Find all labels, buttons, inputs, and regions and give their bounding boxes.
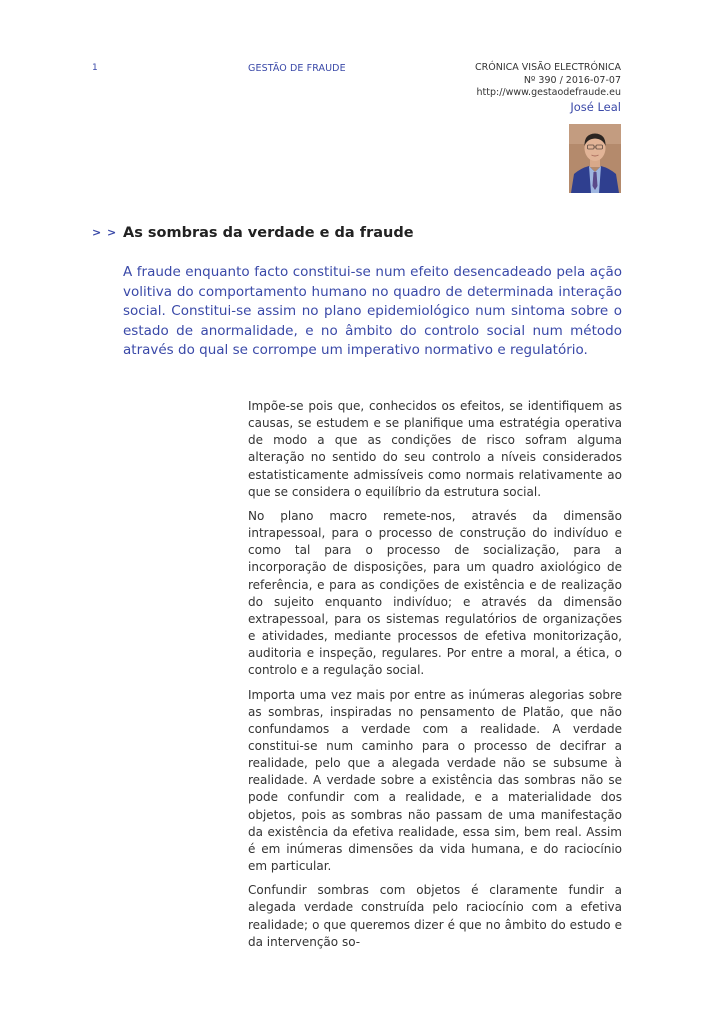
author-photo [569,124,621,193]
article-title: As sombras da verdade e da fraude [123,225,414,241]
body-paragraph-4: Confundir sombras com objetos é claramente fundir a alegada verdade construída pelo raciocínio com a efetiva realidade; o que queremos dizer é que no âmbito do estudo e da intervenção so- [248,883,622,949]
page-number: 1 [92,63,98,73]
body-paragraph-2: No plano macro remete-nos, através da dimensão intrapessoal, para o processo de construção do indivíduo e como tal para o processo de socialização, para a incorporação de disposições, para um quadro axiológico de referência, e para as condições de existência e de realização do sujeito enquanto indivíduo; e através da dimensão extrapessoal, para os sistemas regulatórios de organizações e atividades, mediante processos de efetiva monitorização, auditoria e inspeção, regulares. Por entre a moral, a ética, o controlo e a regulação social. [248,508,622,678]
body-paragraph-1: Impõe-se pois que, conhecidos os efeitos, se identifiquem as causas, se estudem e se planifique uma estratégia operativa de modo a que as condições de risco sofram alguma alteração no sentido do seu controlo a níveis considerados estatisticamente admissíveis como normais relativamente ao que se considera o equilíbrio da estrutura social. [248,399,622,499]
author-name: José Leal [570,99,621,114]
body-paragraph-3: Importa uma vez mais por entre as inúmeras alegorias sobre as sombras, inspiradas no pensamento de Platão, que não confundamos a verdade com a realidade. A verdade constitui-se num caminho para o processo de decifrar a realidade, pelo que a alegada verdade não se subsume à realidade. A verdade sobre a existência das sombras não se pode confundir com a realidade, e a materialidade dos objetos, pois as sombras não passam de uma manifestação da existência da efetiva realidade, essa sim, bem real. Assim é em inúmeras dimensões da vida humana, e do raciocínio em particular. [248,687,622,874]
title-arrows-icon: > > [92,226,118,239]
article-lead: A fraude enquanto facto constitui-se num efeito desencadeado pela ação volitiva do comportamento humano no quadro de determinada interação social. Constitui-se assim no plano epidemiológico num sintoma sobre o estado de anormalidade, e no âmbito do controlo social num método através do qual se corrompe um imperativo normativo e regulatório. [123,264,622,358]
publication-name: CRÓNICA VISÃO ELECTRÓNICA [475,62,621,73]
section-label: GESTÃO DE FRAUDE [248,63,346,74]
issue-info: Nº 390 / 2016-07-07 [523,74,621,86]
header-meta [475,62,621,115]
website-url[interactable]: http://www.gestaodefraude.eu [476,87,621,98]
article-body [248,398,622,958]
